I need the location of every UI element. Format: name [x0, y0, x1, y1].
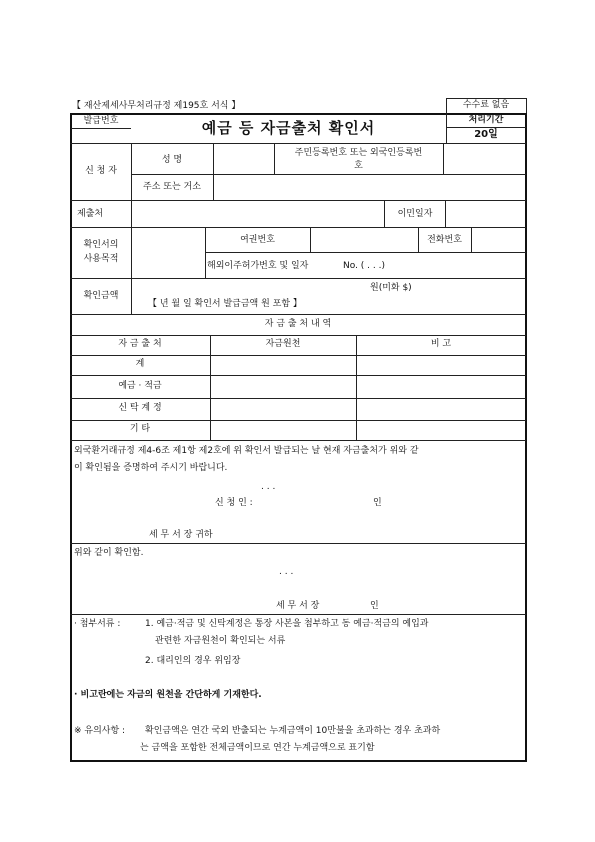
- row-trust-label: 신 탁 계 정: [118, 403, 162, 413]
- addressee: 세 무 서 장 귀하: [149, 530, 213, 540]
- remark-cell[interactable]: [357, 376, 525, 397]
- attachments-label: · 첨부서류 :: [74, 619, 121, 629]
- row-line: [70, 278, 526, 279]
- emigration-date-label: 이민일자: [397, 209, 433, 219]
- attachment-1-line1: 1. 예금·적금 및 신탁계정은 통장 사본을 첨부하고 동 예금·적금의 예입과: [145, 619, 429, 629]
- row-line: [70, 335, 526, 336]
- amount-line-2[interactable]: 【 년 월 일 확인서 발급금액 원 포함 】: [148, 299, 302, 309]
- form-title: 예금 등 자금출처 확인서: [201, 119, 376, 137]
- outer-border-top: [70, 113, 527, 115]
- purpose-label-line1: 확인서의: [83, 240, 119, 250]
- request-text-line2: 이 확인됨을 증명하여 주시기 바랍니다.: [74, 463, 228, 473]
- destination-label: 제출처: [77, 209, 104, 219]
- confirmation-text: 위와 같이 확인함.: [74, 548, 144, 558]
- details-section-title: 자 금 출 처 내 역: [264, 319, 332, 329]
- confirmation-seal: 인: [370, 601, 379, 611]
- caution-label: ※ 유의사항 :: [74, 726, 126, 736]
- request-date[interactable]: . . .: [261, 482, 276, 492]
- row-total-label: 계: [135, 359, 145, 369]
- fee-text: 수수료 없음: [462, 100, 510, 110]
- outer-border-right: [525, 113, 527, 761]
- resident-reg-label-line2: 호: [354, 161, 363, 171]
- processing-period-value: 20일: [474, 129, 498, 140]
- col-remark-header: 비 고: [430, 339, 452, 349]
- origin-cell[interactable]: [211, 399, 355, 419]
- processing-period-label: 처리기간: [468, 115, 504, 125]
- passport-field[interactable]: [311, 228, 417, 251]
- remark-note: · 비고란에는 자금의 원천을 간단하게 기재한다.: [74, 690, 262, 700]
- caution-line1: 확인금액은 연간 국외 반출되는 누계금액이 10만불을 초과하는 경우 초과하: [145, 726, 441, 736]
- caution-line2: 는 금액을 포함한 전체금액이므로 연간 누계금액으로 표기함: [140, 743, 375, 753]
- amount-line-1[interactable]: 원(미화 $): [370, 283, 412, 293]
- name-field[interactable]: [214, 144, 273, 173]
- emigration-date-field[interactable]: [446, 201, 525, 226]
- title-right-divider: [446, 113, 447, 143]
- row-other-label: 기 타: [129, 424, 151, 434]
- outer-border-left: [70, 113, 72, 761]
- row-deposit-label: 예금 · 적금: [118, 381, 162, 391]
- attachment-2: 2. 대리인의 경우 위임장: [145, 656, 241, 666]
- origin-cell[interactable]: [211, 376, 355, 397]
- outer-border-bottom: [70, 760, 527, 762]
- address-field[interactable]: [214, 175, 525, 199]
- applicant-label: 신 청 자: [85, 166, 117, 176]
- confirmation-signer: 세 무 서 장: [276, 601, 320, 611]
- col-source-header: 자 금 출 처: [118, 339, 162, 349]
- purpose-field[interactable]: [132, 228, 204, 277]
- purpose-label-line2: 사용목적: [83, 254, 119, 264]
- phone-label: 전화번호: [427, 235, 462, 245]
- origin-cell[interactable]: [211, 421, 355, 439]
- form-reference: 【 재산제세사무처리규정 제195호 서식 】: [72, 101, 241, 111]
- row-line: [70, 614, 526, 615]
- applicant-seal: 인: [373, 498, 382, 508]
- row-line: [70, 543, 526, 544]
- permit-no-field[interactable]: No. ( . . .): [343, 261, 385, 271]
- row-line: [70, 314, 526, 315]
- request-text-line1: 외국환거래규정 제4-6조 제1항 제2호에 위 확인서 발급되는 날 현재 자금출처가 위와 같: [74, 446, 419, 456]
- passport-label: 여권번호: [240, 235, 275, 245]
- issue-number-label: 발급번호: [71, 116, 131, 129]
- row-line: [70, 440, 526, 441]
- confirmed-amount-label: 확인금액: [83, 291, 119, 301]
- col-origin-header: 자금원천: [265, 339, 301, 349]
- resident-reg-field[interactable]: [444, 144, 525, 173]
- overseas-permit-label: 해외이주허가번호 및 일자: [207, 261, 309, 271]
- phone-field[interactable]: [472, 228, 525, 251]
- resident-reg-label-line1: 주민등록번호 또는 외국인등록번: [294, 148, 423, 158]
- name-label: 성 명: [161, 155, 183, 165]
- processing-divider: [446, 127, 526, 128]
- remark-cell[interactable]: [357, 399, 525, 419]
- remark-cell[interactable]: [357, 356, 525, 374]
- confirmation-date: . . .: [279, 567, 294, 577]
- address-label: 주소 또는 거소: [143, 182, 201, 192]
- applicant-sign-label: 신 청 인 :: [215, 498, 253, 508]
- row-line: [205, 252, 526, 253]
- attachment-1-line2: 관련한 자금원천이 확인되는 서류: [155, 636, 286, 646]
- origin-cell[interactable]: [211, 356, 355, 374]
- destination-field[interactable]: [132, 201, 383, 226]
- remark-cell[interactable]: [357, 421, 525, 439]
